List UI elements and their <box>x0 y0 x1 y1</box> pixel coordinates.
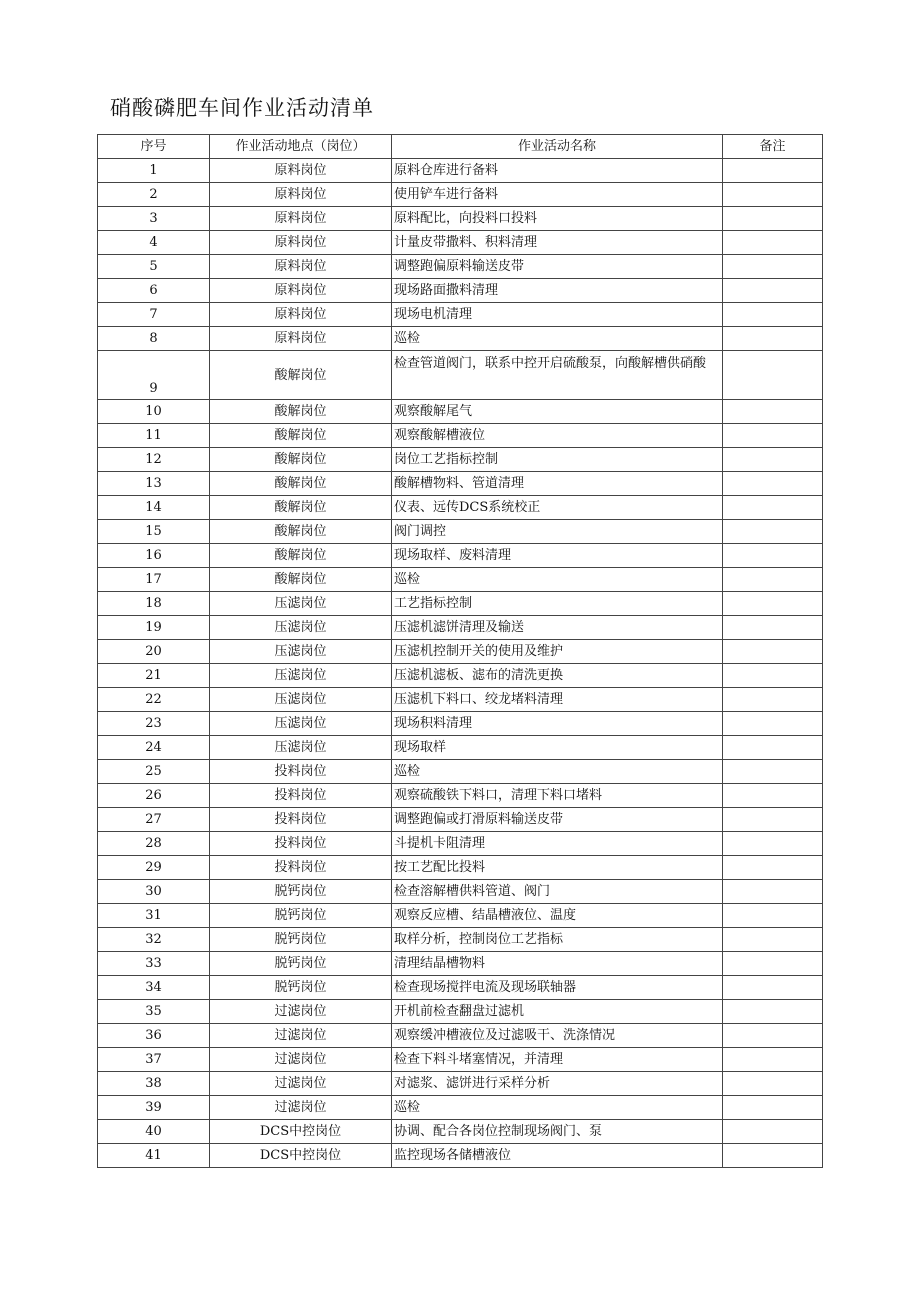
row-activity-name: 对滤浆、滤饼进行采样分析 <box>392 1072 723 1096</box>
row-activity-name: 巡检 <box>392 1096 723 1120</box>
row-number: 2 <box>98 183 210 207</box>
row-number: 5 <box>98 255 210 279</box>
row-location: 原料岗位 <box>210 207 392 231</box>
header-name: 作业活动名称 <box>392 135 723 159</box>
row-remark <box>723 351 823 400</box>
row-number: 4 <box>98 231 210 255</box>
row-remark <box>723 1096 823 1120</box>
table-row <box>98 424 823 448</box>
row-remark <box>723 327 823 351</box>
row-activity-name: 监控现场各储槽液位 <box>392 1144 723 1168</box>
row-number: 14 <box>98 496 210 520</box>
row-activity-name: 原料仓库进行备料 <box>392 159 723 183</box>
table-row <box>98 904 823 928</box>
table-row <box>98 664 823 688</box>
table-row <box>98 592 823 616</box>
table-row <box>98 1120 823 1144</box>
row-activity-name: 现场路面撒料清理 <box>392 279 723 303</box>
row-location: 原料岗位 <box>210 255 392 279</box>
row-remark <box>723 568 823 592</box>
row-location: 过滤岗位 <box>210 1000 392 1024</box>
row-location: 酸解岗位 <box>210 544 392 568</box>
row-remark <box>723 448 823 472</box>
table-row <box>98 928 823 952</box>
row-activity-name: 酸解槽物料、管道清理 <box>392 472 723 496</box>
row-location: 投料岗位 <box>210 808 392 832</box>
row-location: 投料岗位 <box>210 784 392 808</box>
row-location: 压滤岗位 <box>210 664 392 688</box>
table-row <box>98 520 823 544</box>
table-row <box>98 736 823 760</box>
row-location: DCS中控岗位 <box>210 1144 392 1168</box>
row-location: 酸解岗位 <box>210 448 392 472</box>
row-number: 40 <box>98 1120 210 1144</box>
row-remark <box>723 183 823 207</box>
row-remark <box>723 712 823 736</box>
row-activity-name: 阀门调控 <box>392 520 723 544</box>
table-row <box>98 760 823 784</box>
table-row <box>98 303 823 327</box>
table-row <box>98 1144 823 1168</box>
row-location: 压滤岗位 <box>210 712 392 736</box>
row-number: 35 <box>98 1000 210 1024</box>
row-location: 酸解岗位 <box>210 520 392 544</box>
row-location: 脱钙岗位 <box>210 952 392 976</box>
row-activity-name: 检查现场搅拌电流及现场联轴器 <box>392 976 723 1000</box>
table-row <box>98 1000 823 1024</box>
row-remark <box>723 664 823 688</box>
row-location: 过滤岗位 <box>210 1024 392 1048</box>
row-remark <box>723 1048 823 1072</box>
row-location: 脱钙岗位 <box>210 904 392 928</box>
row-activity-name: 仪表、远传DCS系统校正 <box>392 496 723 520</box>
row-location: 酸解岗位 <box>210 568 392 592</box>
row-number: 26 <box>98 784 210 808</box>
row-number: 22 <box>98 688 210 712</box>
row-remark <box>723 880 823 904</box>
row-remark <box>723 279 823 303</box>
row-activity-name: 压滤机滤饼清理及输送 <box>392 616 723 640</box>
row-activity-name: 斗提机卡阻清理 <box>392 832 723 856</box>
row-location: 投料岗位 <box>210 856 392 880</box>
row-activity-name: 工艺指标控制 <box>392 592 723 616</box>
row-location: 压滤岗位 <box>210 688 392 712</box>
row-number: 15 <box>98 520 210 544</box>
row-location: 压滤岗位 <box>210 736 392 760</box>
row-location: 脱钙岗位 <box>210 976 392 1000</box>
row-remark <box>723 928 823 952</box>
row-activity-name: 压滤机滤板、滤布的清洗更换 <box>392 664 723 688</box>
row-location: 酸解岗位 <box>210 424 392 448</box>
table-row <box>98 327 823 351</box>
row-remark <box>723 832 823 856</box>
row-remark <box>723 303 823 327</box>
row-remark <box>723 784 823 808</box>
table-row <box>98 448 823 472</box>
row-number: 31 <box>98 904 210 928</box>
table-row <box>98 544 823 568</box>
row-remark <box>723 736 823 760</box>
row-location: 投料岗位 <box>210 760 392 784</box>
row-number: 30 <box>98 880 210 904</box>
row-number: 37 <box>98 1048 210 1072</box>
row-location: 原料岗位 <box>210 303 392 327</box>
row-activity-name: 开机前检查翻盘过滤机 <box>392 1000 723 1024</box>
row-number: 6 <box>98 279 210 303</box>
row-remark <box>723 255 823 279</box>
row-location: DCS中控岗位 <box>210 1120 392 1144</box>
row-remark <box>723 544 823 568</box>
table-row <box>98 159 823 183</box>
row-location: 原料岗位 <box>210 231 392 255</box>
row-number: 9 <box>98 351 210 400</box>
row-location: 脱钙岗位 <box>210 880 392 904</box>
row-activity-name: 现场取样 <box>392 736 723 760</box>
row-activity-name: 观察缓冲槽液位及过滤吸干、洗涤情况 <box>392 1024 723 1048</box>
row-remark <box>723 496 823 520</box>
row-activity-name: 巡检 <box>392 568 723 592</box>
row-activity-name: 检查溶解槽供料管道、阀门 <box>392 880 723 904</box>
row-number: 13 <box>98 472 210 496</box>
table-row <box>98 279 823 303</box>
row-location: 原料岗位 <box>210 183 392 207</box>
table-body <box>98 159 823 1168</box>
row-remark <box>723 592 823 616</box>
table-row <box>98 640 823 664</box>
row-number: 27 <box>98 808 210 832</box>
row-remark <box>723 207 823 231</box>
row-number: 7 <box>98 303 210 327</box>
row-activity-name: 压滤机控制开关的使用及维护 <box>392 640 723 664</box>
row-number: 32 <box>98 928 210 952</box>
row-remark <box>723 159 823 183</box>
table-row <box>98 784 823 808</box>
table-header-row <box>98 135 823 159</box>
row-number: 39 <box>98 1096 210 1120</box>
row-location: 脱钙岗位 <box>210 928 392 952</box>
row-activity-name: 清理结晶槽物料 <box>392 952 723 976</box>
row-number: 23 <box>98 712 210 736</box>
row-location: 原料岗位 <box>210 327 392 351</box>
table-row <box>98 808 823 832</box>
row-number: 34 <box>98 976 210 1000</box>
row-remark <box>723 424 823 448</box>
row-number: 11 <box>98 424 210 448</box>
row-remark <box>723 976 823 1000</box>
row-number: 24 <box>98 736 210 760</box>
row-activity-name: 现场电机清理 <box>392 303 723 327</box>
row-remark <box>723 1000 823 1024</box>
table-row <box>98 255 823 279</box>
row-number: 3 <box>98 207 210 231</box>
row-remark <box>723 760 823 784</box>
row-activity-name: 现场积料清理 <box>392 712 723 736</box>
row-remark <box>723 808 823 832</box>
row-remark <box>723 1072 823 1096</box>
row-activity-name: 调整跑偏或打滑原料输送皮带 <box>392 808 723 832</box>
table-row <box>98 1096 823 1120</box>
table-row <box>98 952 823 976</box>
table-row <box>98 1048 823 1072</box>
row-activity-name: 压滤机下料口、绞龙堵料清理 <box>392 688 723 712</box>
row-number: 8 <box>98 327 210 351</box>
row-activity-name: 观察硫酸铁下料口，清理下料口堵料 <box>392 784 723 808</box>
row-number: 29 <box>98 856 210 880</box>
row-location: 过滤岗位 <box>210 1048 392 1072</box>
row-number: 33 <box>98 952 210 976</box>
table-row <box>98 231 823 255</box>
row-number: 25 <box>98 760 210 784</box>
table-row <box>98 496 823 520</box>
row-remark <box>723 520 823 544</box>
row-activity-name: 现场取样、废料清理 <box>392 544 723 568</box>
row-activity-name: 巡检 <box>392 760 723 784</box>
table-row <box>98 183 823 207</box>
row-number: 16 <box>98 544 210 568</box>
table-row <box>98 688 823 712</box>
row-remark <box>723 472 823 496</box>
row-number: 12 <box>98 448 210 472</box>
row-activity-name: 检查下料斗堵塞情况，并清理 <box>392 1048 723 1072</box>
row-activity-name: 观察酸解尾气 <box>392 400 723 424</box>
row-remark <box>723 1024 823 1048</box>
row-remark <box>723 616 823 640</box>
row-remark <box>723 856 823 880</box>
row-number: 19 <box>98 616 210 640</box>
row-location: 过滤岗位 <box>210 1096 392 1120</box>
table-row <box>98 1024 823 1048</box>
table-row <box>98 832 823 856</box>
row-location: 压滤岗位 <box>210 616 392 640</box>
row-remark <box>723 904 823 928</box>
page-title: 硝酸磷肥车间作业活动清单 <box>110 96 374 120</box>
row-activity-name: 巡检 <box>392 327 723 351</box>
row-number: 17 <box>98 568 210 592</box>
row-remark <box>723 400 823 424</box>
table-row <box>98 976 823 1000</box>
row-location: 压滤岗位 <box>210 592 392 616</box>
row-location: 酸解岗位 <box>210 400 392 424</box>
row-activity-name: 按工艺配比投料 <box>392 856 723 880</box>
table-row <box>98 712 823 736</box>
header-location: 作业活动地点（岗位） <box>210 135 392 159</box>
header-no: 序号 <box>98 135 210 159</box>
row-activity-name: 观察反应槽、结晶槽液位、温度 <box>392 904 723 928</box>
row-number: 10 <box>98 400 210 424</box>
row-activity-name: 调整跑偏原料输送皮带 <box>392 255 723 279</box>
table-row <box>98 568 823 592</box>
row-location: 投料岗位 <box>210 832 392 856</box>
row-activity-name: 计量皮带撒料、积料清理 <box>392 231 723 255</box>
row-activity-name: 使用铲车进行备料 <box>392 183 723 207</box>
row-number: 41 <box>98 1144 210 1168</box>
activity-table <box>97 134 823 1168</box>
row-location: 原料岗位 <box>210 279 392 303</box>
table-row <box>98 351 823 400</box>
row-activity-name: 协调、配合各岗位控制现场阀门、泵 <box>392 1120 723 1144</box>
row-location: 压滤岗位 <box>210 640 392 664</box>
table-row <box>98 1072 823 1096</box>
row-number: 38 <box>98 1072 210 1096</box>
table-row <box>98 880 823 904</box>
row-number: 28 <box>98 832 210 856</box>
header-remark: 备注 <box>723 135 823 159</box>
row-remark <box>723 1120 823 1144</box>
row-remark <box>723 231 823 255</box>
row-location: 原料岗位 <box>210 159 392 183</box>
row-number: 20 <box>98 640 210 664</box>
row-activity-name: 观察酸解槽液位 <box>392 424 723 448</box>
row-activity-name: 取样分析，控制岗位工艺指标 <box>392 928 723 952</box>
row-number: 1 <box>98 159 210 183</box>
table-row <box>98 207 823 231</box>
table-row <box>98 616 823 640</box>
row-remark <box>723 688 823 712</box>
row-activity-name: 检查管道阀门，联系中控开启硫酸泵，向酸解槽供硝酸 <box>392 351 723 400</box>
row-location: 酸解岗位 <box>210 351 392 400</box>
row-remark <box>723 1144 823 1168</box>
row-activity-name: 岗位工艺指标控制 <box>392 448 723 472</box>
row-number: 18 <box>98 592 210 616</box>
row-location: 酸解岗位 <box>210 496 392 520</box>
table-row <box>98 472 823 496</box>
row-activity-name: 原料配比，向投料口投料 <box>392 207 723 231</box>
table-row <box>98 856 823 880</box>
row-remark <box>723 952 823 976</box>
row-location: 酸解岗位 <box>210 472 392 496</box>
row-remark <box>723 640 823 664</box>
table-row <box>98 400 823 424</box>
row-location: 过滤岗位 <box>210 1072 392 1096</box>
row-number: 21 <box>98 664 210 688</box>
row-number: 36 <box>98 1024 210 1048</box>
